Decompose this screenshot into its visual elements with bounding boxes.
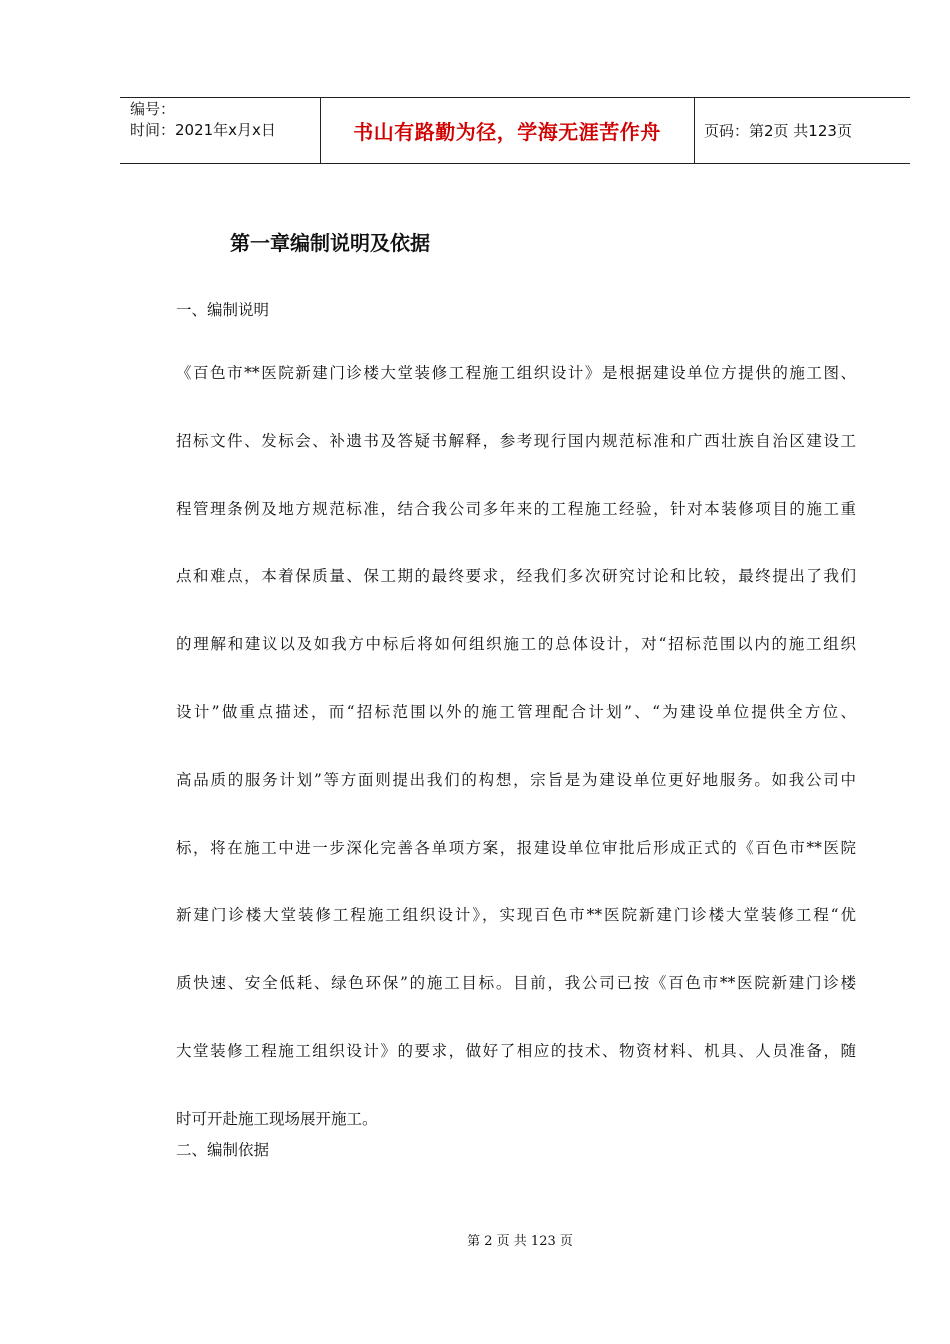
code-label: 编号：	[130, 100, 176, 118]
header-table	[120, 97, 910, 163]
paragraph-line: 设计”做重点描述，而“招标范围以外的施工管理配合计划”、“为建设单位提供全方位、	[176, 702, 856, 721]
body-paragraph	[176, 340, 856, 1154]
paragraph-line: 大堂装修工程施工组织设计》的要求，做好了相应的技术、物资材料、机具、人员准备，随	[176, 1041, 856, 1060]
header-divider	[694, 97, 695, 163]
time-label: 时间：2021年x月x日	[130, 121, 276, 139]
page-footer: 第 2 页 共 123 页	[467, 1234, 573, 1249]
paragraph-line: 新建门诊楼大堂装修工程施工组织设计》，实现百色市**医院新建门诊楼大堂装修工程“优	[176, 906, 856, 925]
header-bottom-border	[120, 163, 910, 164]
motto: 书山有路勤为径，学海无涯苦作舟	[353, 119, 661, 144]
paragraph-line: 高品质的服务计划”等方面则提出我们的构想，宗旨是为建设单位更好地服务。如我公司中	[176, 770, 856, 789]
page-info: 页码：第2页 共123页	[704, 121, 852, 140]
paragraph-line: 点和难点，本着保质量、保工期的最终要求，经我们多次研究讨论和比较，最终提出了我们	[176, 567, 856, 586]
paragraph-line: 的理解和建议以及如我方中标后将如何组织施工的总体设计，对“招标范围以内的施工组织	[176, 635, 856, 654]
paragraph-line: 质快速、安全低耗、绿色环保”的施工目标。目前，我公司已按《百色市**医院新建门诊楼	[176, 974, 856, 993]
chapter-title: 第一章编制说明及依据	[230, 231, 430, 255]
paragraph-line: 《百色市**医院新建门诊楼大堂装修工程施工组织设计》是根据建设单位方提供的施工图、	[176, 364, 856, 382]
section-heading-2: 二、编制依据	[176, 1141, 270, 1159]
paragraph-line: 程管理条例及地方规范标准，结合我公司多年来的工程施工经验，针对本装修项目的施工重	[176, 499, 856, 518]
paragraph-line: 时可开赴施工现场展开施工。	[176, 1109, 378, 1128]
paragraph-line: 标，将在施工中进一步深化完善各单项方案，报建设单位审批后形成正式的《百色市**医院	[176, 838, 856, 857]
paragraph-line: 招标文件、发标会、补遗书及答疑书解释，参考现行国内规范标准和广西壮族自治区建设工	[176, 431, 856, 450]
header-left-cell	[130, 99, 276, 141]
section-heading-1: 一、编制说明	[176, 301, 270, 319]
